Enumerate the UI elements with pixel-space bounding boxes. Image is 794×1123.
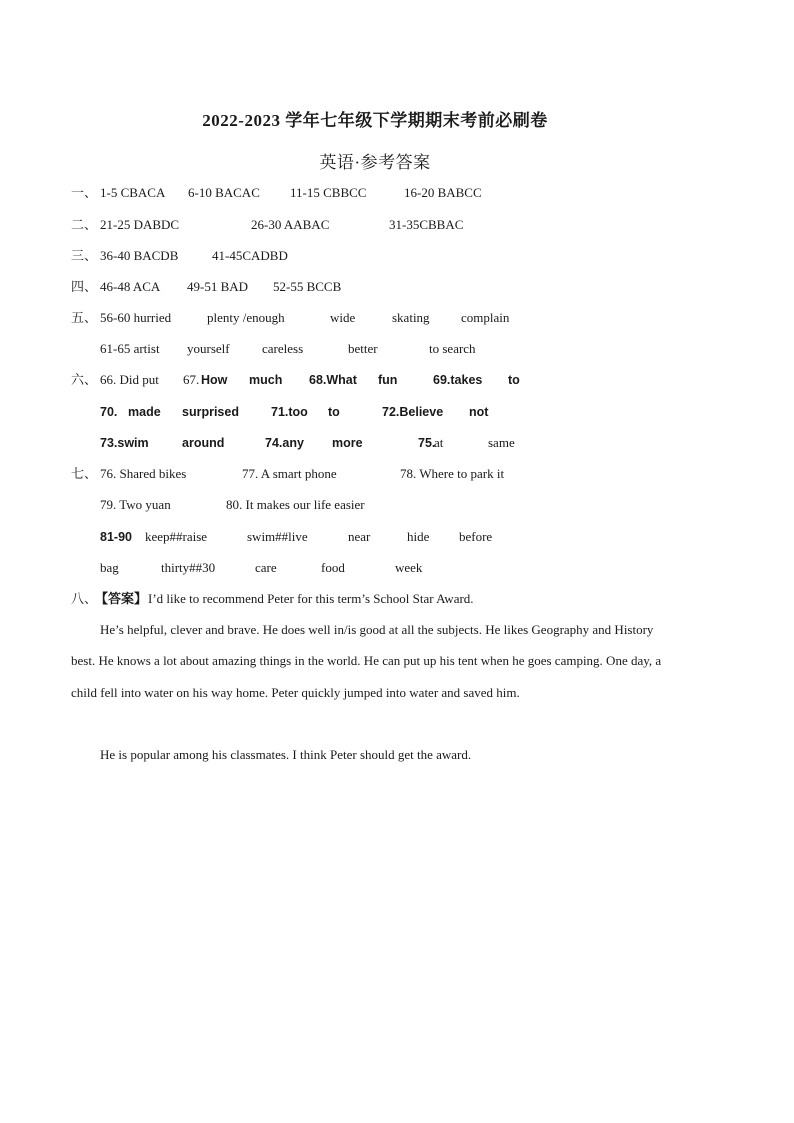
answer-word: made <box>128 405 161 419</box>
section-5-row-2 <box>100 341 670 357</box>
page-subtitle: 英语·参考答案 <box>319 153 431 172</box>
answer-group: 6-10 BACAC <box>188 185 260 200</box>
section-6-row-3 <box>100 435 670 451</box>
answer-range: 81-90 <box>100 530 132 544</box>
answer-word: better <box>348 341 378 356</box>
answer-word: surprised <box>182 405 239 419</box>
answer-word: 66. Did put <box>100 372 159 387</box>
answer-word: keep##raise <box>145 529 208 544</box>
section-7-label: 七、 <box>71 466 98 481</box>
answer-word: more <box>332 436 363 450</box>
page-title: 2022-2023 学年七年级下学期期末考前必刷卷 <box>202 111 548 130</box>
essay-paragraph-2: He is popular among his classmates. I think Peter should get the award. <box>100 747 472 762</box>
section-7-row-3 <box>100 529 670 545</box>
section-6-label: 六、 <box>71 372 98 387</box>
answer-group: 26-30 AABAC <box>251 217 330 232</box>
section-3-label: 三、 <box>71 248 98 263</box>
section-2 <box>71 217 671 233</box>
answer-phrase: 76. Shared bikes <box>100 466 187 481</box>
answer-word: skating <box>392 310 430 325</box>
answer-word: 75. <box>418 436 436 450</box>
answer-word: food <box>321 560 345 575</box>
answer-word: bag <box>100 560 119 575</box>
section-1-label: 一、 <box>71 185 98 200</box>
answer-word: at <box>434 435 444 450</box>
essay-first-line: I’d like to recommend Peter for this term’s School Star Award. <box>148 591 474 606</box>
answer-phrase: 78. Where to park it <box>400 466 505 481</box>
section-5-row-1 <box>71 310 671 326</box>
section-7-row-4 <box>100 560 670 576</box>
answer-group: 52-55 BCCB <box>273 279 342 294</box>
section-2-label: 二、 <box>71 217 98 232</box>
answer-word: swim##live <box>247 529 308 544</box>
answer-group: 36-40 BACDB <box>100 248 179 263</box>
answer-word: 67. <box>183 372 200 387</box>
section-3 <box>71 248 671 264</box>
answer-word: 72.Believe <box>382 405 444 419</box>
essay-paragraph-1: He’s helpful, clever and brave. He does well in/is good at all the subjects. He likes Geography and History best. He knows a lot about amazing things in the world. He can put up his tent when he goes camping. One day, a child fell into water on his way home. Peter quickly jumped into water and saved him. <box>71 622 662 700</box>
section-8-label: 八、 <box>71 591 98 606</box>
answer-group: 11-15 CBBCC <box>290 185 367 200</box>
answer-word: fun <box>378 373 398 387</box>
answer-group: 46-48 ACA <box>100 279 161 294</box>
section-1 <box>71 185 671 201</box>
answer-word: How <box>201 373 228 387</box>
answer-word: around <box>182 436 225 450</box>
answer-phrase: 79. Two yuan <box>100 497 171 512</box>
answer-word: complain <box>461 310 510 325</box>
answer-word: 61-65 artist <box>100 341 160 356</box>
section-7-row-1 <box>71 466 671 482</box>
answer-phrase: 80. It makes our life easier <box>226 497 365 512</box>
answer-word: to search <box>429 341 476 356</box>
answer-word: 71.too <box>271 405 308 419</box>
answer-group: 16-20 BABCC <box>404 185 482 200</box>
section-4 <box>71 279 671 295</box>
answer-word: week <box>395 560 423 575</box>
answer-word: 69.takes <box>433 373 483 387</box>
answer-word: same <box>488 435 515 450</box>
answer-group: 31-35CBBAC <box>389 217 464 232</box>
section-8-heading <box>71 591 671 607</box>
section-7-row-2 <box>100 497 670 513</box>
answer-word: 70. <box>100 405 118 419</box>
section-4-label: 四、 <box>71 279 98 294</box>
section-6-row-2 <box>100 404 670 420</box>
answer-word: thirty##30 <box>161 560 216 575</box>
section-5-label: 五、 <box>71 310 98 325</box>
answer-word: careless <box>262 341 304 356</box>
answer-word: yourself <box>187 341 230 356</box>
answer-phrase: 77. A smart phone <box>242 466 337 481</box>
answer-word: not <box>469 405 489 419</box>
answer-word: hide <box>407 529 430 544</box>
answer-word: 73.swim <box>100 436 149 450</box>
answer-word: plenty /enough <box>207 310 285 325</box>
answer-word: much <box>249 373 283 387</box>
answer-word: before <box>459 529 493 544</box>
answer-word: to <box>328 405 340 419</box>
answer-tag: 【答案】 <box>95 591 148 606</box>
answer-word: care <box>255 560 277 575</box>
answer-group: 1-5 CBACA <box>100 185 166 200</box>
answer-word: wide <box>330 310 356 325</box>
answer-word: to <box>508 373 520 387</box>
answer-word: 56-60 hurried <box>100 310 172 325</box>
answer-group: 49-51 BAD <box>187 279 249 294</box>
answer-group: 21-25 DABDC <box>100 217 180 232</box>
answer-word: 74.any <box>265 436 304 450</box>
section-6-row-1 <box>71 372 671 388</box>
answer-group: 41-45CADBD <box>212 248 288 263</box>
answer-word: 68.What <box>309 373 357 387</box>
answer-word: near <box>348 529 371 544</box>
